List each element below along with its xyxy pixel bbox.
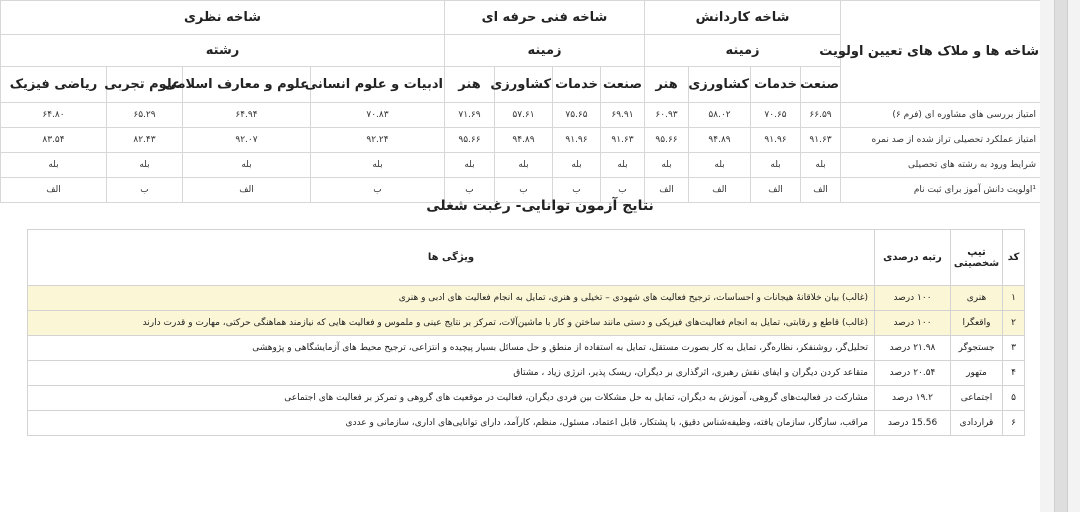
criterion-value: بله	[183, 153, 311, 178]
traits-text: تحلیل‌گر، روشنفکر، نظاره‌گر، تمایل به کار بصورت مستقل، تمایل به استفاده از منطق و حل مسائل بسیار پیچیده و انتزاعی، ترجیح محیط های آزمایشگاهی و پژوهشی	[28, 336, 875, 361]
branch-header-row	[1, 1, 1041, 35]
percentile-rank: 15.56 درصد	[875, 411, 951, 436]
results-header-row	[28, 230, 1025, 286]
traits-text: (غالب) قاطع و رقابتی، تمایل به انجام فعالیت‌های فیزیکی و دستی مانند ساختن و کار با ماشین‌آلات، تمرکز بر نتایج عینی و ملموس و فعالیت هایی که نیازمند هماهنگی حرکتی، مهارت و قدرت دارند	[28, 311, 875, 336]
traits-text: متقاعد کردن دیگران و ایفای نقش رهبری، اثرگذاری بر دیگران، ریسک پذیر، انرژی زیاد ، مشتاق	[28, 361, 875, 386]
type-header: تیپ شخصیتی	[951, 230, 1003, 286]
criterion-value: ۹۲.۲۴	[311, 128, 445, 153]
subheader-zamine-1: زمینه	[645, 35, 841, 67]
personality-type: هنری	[951, 286, 1003, 311]
result-row	[28, 286, 1025, 311]
field-header: خدمات	[751, 67, 801, 103]
criterion-value: بله	[445, 153, 495, 178]
personality-type: واقعگرا	[951, 311, 1003, 336]
criterion-value: ب	[553, 178, 601, 203]
criterion-label: امتیاز عملکرد تحصیلی تراز شده از صد نمره	[841, 128, 1041, 153]
criterion-value: ۹۲.۰۷	[183, 128, 311, 153]
criterion-value: ب	[107, 178, 183, 203]
branch-fani-header: شاخه فنی حرفه ای	[445, 1, 645, 35]
field-header: کشاورزی	[689, 67, 751, 103]
criterion-value: ۶۵.۲۹	[107, 103, 183, 128]
percentile-header: رتبه درصدی	[875, 230, 951, 286]
branch-criteria-table	[0, 0, 1041, 203]
section-title: نتایج آزمون توانایی- رغبت شغلی	[426, 198, 654, 214]
field-header: خدمات	[553, 67, 601, 103]
criterion-value: بله	[311, 153, 445, 178]
criterion-value: ۷۰.۸۳	[311, 103, 445, 128]
traits-text: مراقب، سازگار، سازمان یافته، وظیفه‌شناس دقیق، با پشتکار، قابل اعتماد، مسئول، منظم، کارآمد، دارای توانایی‌های اداری، سازمانی و عددی	[28, 411, 875, 436]
personality-type: متهور	[951, 361, 1003, 386]
field-header: ریاضی فیزیک	[1, 67, 107, 103]
result-code: ۲	[1003, 311, 1025, 336]
result-code: ۳	[1003, 336, 1025, 361]
criterion-value: الف	[645, 178, 689, 203]
subheader-reshte: رشته	[1, 35, 445, 67]
traits-text: (غالب) بیان خلاقانهٔ هیجانات و احساسات، ترجیح فعالیت های شهودی – تخیلی و هنری، تمایل به انجام فعالیت های ادبی و هنری	[28, 286, 875, 311]
criterion-value: بله	[801, 153, 841, 178]
field-header: هنر	[645, 67, 689, 103]
result-row	[28, 411, 1025, 436]
criterion-value: ۹۵.۶۶	[445, 128, 495, 153]
criterion-value: بله	[689, 153, 751, 178]
criterion-value: ۷۵.۶۵	[553, 103, 601, 128]
field-header: صنعت	[601, 67, 645, 103]
percentile-rank: ۱۰۰ درصد	[875, 311, 951, 336]
criterion-value: بله	[495, 153, 553, 178]
criterion-value: ۹۱.۶۳	[601, 128, 645, 153]
percentile-rank: ۲۱.۹۸ درصد	[875, 336, 951, 361]
criterion-value: بله	[553, 153, 601, 178]
criterion-value: ۶۴.۹۴	[183, 103, 311, 128]
criterion-value: الف	[1, 178, 107, 203]
criterion-label: امتیاز بررسی های مشاوره ای (فرم ۶)	[841, 103, 1041, 128]
traits-header: ویژگی ها	[28, 230, 875, 286]
criterion-value: الف	[801, 178, 841, 203]
personality-type: قراردادی	[951, 411, 1003, 436]
criterion-label: شرایط ورود به رشته های تحصیلی	[841, 153, 1041, 178]
percentile-rank: ۱۰۰ درصد	[875, 286, 951, 311]
criterion-value: ب	[601, 178, 645, 203]
personality-type: اجتماعی	[951, 386, 1003, 411]
criterion-value: ۶۴.۸۰	[1, 103, 107, 128]
criterion-value: ۶۰.۹۳	[645, 103, 689, 128]
criterion-value: ۶۶.۵۹	[801, 103, 841, 128]
field-header: صنعت	[801, 67, 841, 103]
result-code: ۵	[1003, 386, 1025, 411]
criterion-value: بله	[645, 153, 689, 178]
criteria-row	[1, 128, 1041, 153]
criterion-value: بله	[107, 153, 183, 178]
branch-nazari-header: شاخه نظری	[1, 1, 445, 35]
criterion-value: بله	[751, 153, 801, 178]
criterion-value: ۹۴.۸۹	[495, 128, 553, 153]
personality-type: جستجوگر	[951, 336, 1003, 361]
result-row	[28, 311, 1025, 336]
field-header: علوم تجربی	[107, 67, 183, 103]
results-rows	[28, 286, 1025, 436]
branch-kardanesh-header: شاخه کاردانش	[645, 1, 841, 35]
result-code: ۴	[1003, 361, 1025, 386]
code-header: کد	[1003, 230, 1025, 286]
field-header: کشاورزی	[495, 67, 553, 103]
percentile-rank: ۲۰.۵۴ درصد	[875, 361, 951, 386]
criterion-value: ۹۱.۶۳	[801, 128, 841, 153]
criteria-rows	[1, 103, 1041, 203]
result-row	[28, 361, 1025, 386]
field-header: ادبیات و علوم انسانی	[311, 67, 445, 103]
criterion-value: ۸۳.۵۴	[1, 128, 107, 153]
criterion-value: ۷۰.۶۵	[751, 103, 801, 128]
criteria-row	[1, 153, 1041, 178]
result-code: ۶	[1003, 411, 1025, 436]
result-code: ۱	[1003, 286, 1025, 311]
result-row	[28, 386, 1025, 411]
aptitude-results-table	[27, 229, 1025, 436]
criterion-value: ۷۱.۶۹	[445, 103, 495, 128]
criteria-row	[1, 103, 1041, 128]
criterion-value: ب	[495, 178, 553, 203]
criterion-label: ¹اولویت دانش آموز برای ثبت نام	[841, 178, 1041, 203]
criterion-value: ۵۷.۶۱	[495, 103, 553, 128]
criterion-value: الف	[183, 178, 311, 203]
traits-text: مشارکت در فعالیت‌های گروهی، آموزش به دیگران، تمایل به حل مشکلات بین فردی دیگران، فعالیت در موقعیت های گروهی و تمرکز بر فعالیت های اجتماعی	[28, 386, 875, 411]
criterion-value: الف	[751, 178, 801, 203]
criterion-value: ۹۴.۸۹	[689, 128, 751, 153]
vertical-scrollbar[interactable]	[1054, 0, 1068, 512]
percentile-rank: ۱۹.۲ درصد	[875, 386, 951, 411]
criterion-value: ب	[311, 178, 445, 203]
criterion-value: ۸۲.۴۳	[107, 128, 183, 153]
criterion-value: بله	[601, 153, 645, 178]
criterion-value: ۶۹.۹۱	[601, 103, 645, 128]
subheader-zamine-2: زمینه	[445, 35, 645, 67]
criterion-value: ب	[445, 178, 495, 203]
criterion-value: ۹۱.۹۶	[553, 128, 601, 153]
criterion-value: ۵۸.۰۲	[689, 103, 751, 128]
field-header: هنر	[445, 67, 495, 103]
result-row	[28, 336, 1025, 361]
criterion-value: ۹۱.۹۶	[751, 128, 801, 153]
criterion-value: بله	[1, 153, 107, 178]
criteria-header: شاخه ها و ملاک های تعیین اولویت	[841, 1, 1041, 103]
criterion-value: الف	[689, 178, 751, 203]
criterion-value: ۹۵.۶۶	[645, 128, 689, 153]
field-header: علوم و معارف اسلامی	[183, 67, 311, 103]
